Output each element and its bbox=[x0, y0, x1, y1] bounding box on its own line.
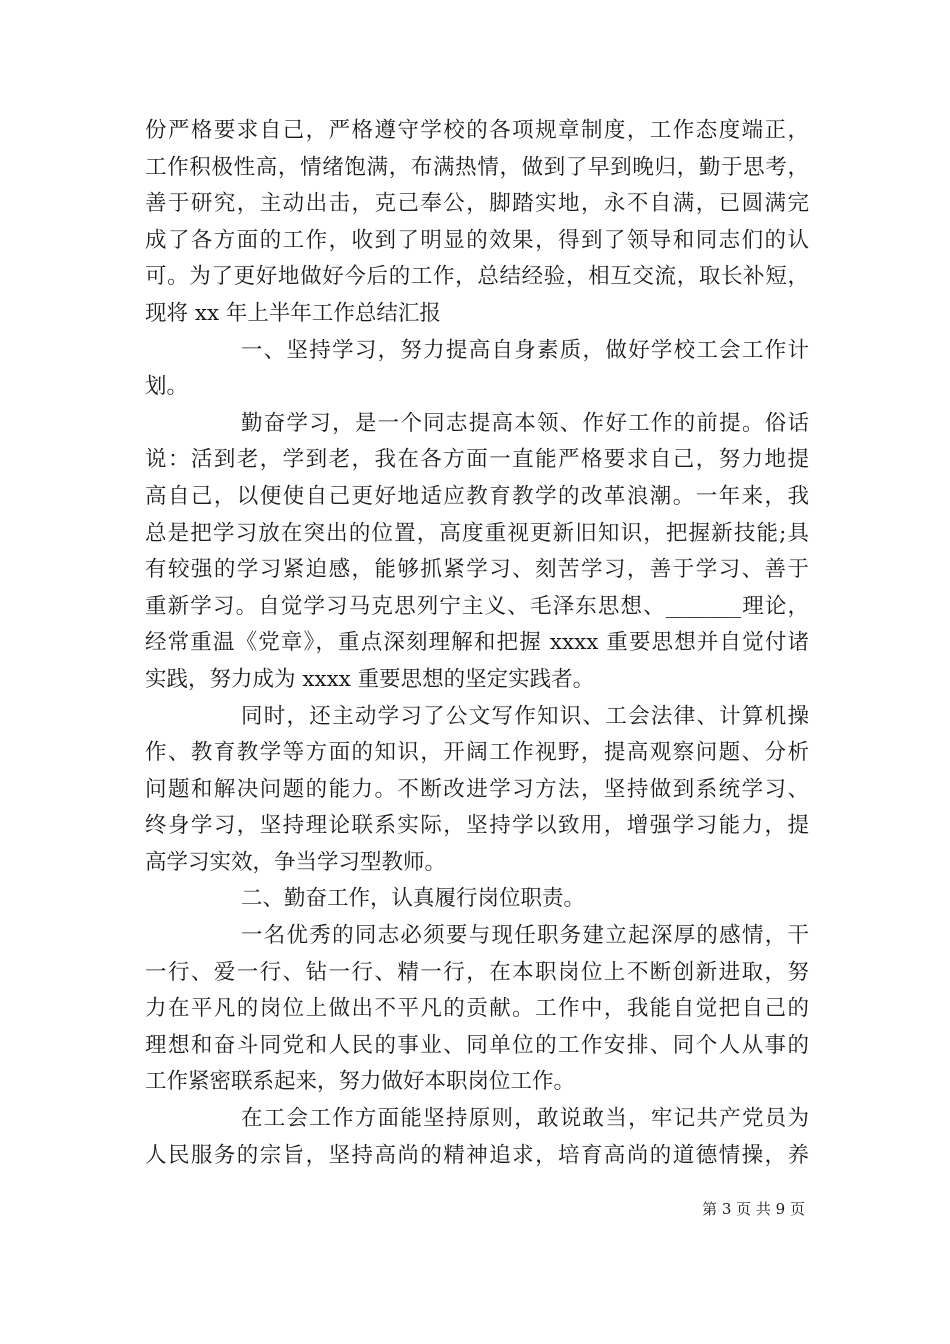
text-line: 份严格要求自己，严格遵守学校的各项规章制度，工作态度端正， bbox=[145, 118, 809, 143]
text-line: 经常重温《党章》，重点深刻理解和把握 xxxx 重要思想并自觉付诸 bbox=[145, 630, 809, 656]
text-line: 有较强的学习紧迫感，能够抓紧学习、刻苦学习，善于学习、善于 bbox=[145, 557, 809, 583]
text-line: 现将 xx 年上半年工作总结汇报 bbox=[145, 300, 441, 326]
text-line: 二、勤奋工作，认真履行岗位职责。 bbox=[241, 886, 586, 912]
text-line: 同时，还主动学习了公文写作知识、工会法律、计算机操 bbox=[241, 703, 809, 729]
text-line: 成了各方面的工作，收到了明显的效果，得到了领导和同志们的认 bbox=[145, 227, 809, 253]
text-line: 力在平凡的岗位上做出不平凡的贡献。工作中，我能自觉把自己的 bbox=[145, 996, 809, 1022]
text-line: 高自己，以便使自己更好地适应教育教学的改革浪潮。一年来，我 bbox=[145, 483, 809, 509]
text-line: 工作紧密联系起来，努力做好本职岗位工作。 bbox=[145, 1069, 576, 1095]
text-line: 终身学习，坚持理论联系实际，坚持学以致用，增强学习能力，提 bbox=[145, 813, 809, 839]
text-line: 划。 bbox=[145, 374, 189, 400]
text-line: 重新学习。自觉学习马克思列宁主义、毛泽东思想、_______理论， bbox=[145, 593, 809, 619]
text-line: 高学习实效，争当学习型教师。 bbox=[145, 849, 447, 875]
text-line: 可。为了更好地做好今后的工作，总结经验，相互交流，取长补短， bbox=[145, 264, 809, 290]
text-line: 勤奋学习，是一个同志提高本领、作好工作的前提。俗话 bbox=[241, 410, 809, 436]
text-line: 一、坚持学习，努力提高自身素质，做好学校工会工作计 bbox=[241, 337, 809, 363]
text-line: 工作积极性高，情绪饱满，布满热情，做到了早到晚归，勤于思考， bbox=[145, 154, 809, 180]
text-line: 总是把学习放在突出的位置，高度重视更新旧知识，把握新技能;具 bbox=[145, 520, 809, 546]
text-line: 一名优秀的同志必须要与现任职务建立起深厚的感情，干 bbox=[241, 923, 809, 949]
text-line: 问题和解决问题的能力。不断改进学习方法，坚持做到系统学习、 bbox=[145, 776, 809, 802]
text-line: 说：活到老，学到老，我在各方面一直能严格要求自己，努力地提 bbox=[145, 447, 809, 473]
text-line: 理想和奋斗同党和人民的事业、同单位的工作安排、同个人从事的 bbox=[145, 1032, 809, 1058]
text-line: 人民服务的宗旨，坚持高尚的精神追求，培育高尚的道德情操，养 bbox=[145, 1142, 809, 1168]
text-line: 善于研究，主动出击，克己奉公，脚踏实地，永不自满，已圆满完 bbox=[145, 191, 809, 217]
text-line: 一行、爱一行、钻一行、精一行，在本职岗位上不断创新进取，努 bbox=[145, 959, 809, 985]
document-body bbox=[145, 113, 809, 1174]
page-number-footer: 第 3 页 共 9 页 bbox=[702, 1200, 805, 1218]
text-line: 作、教育教学等方面的知识，开阔工作视野，提高观察问题、分析 bbox=[145, 740, 809, 766]
text-line: 实践，努力成为 xxxx 重要思想的坚定实践者。 bbox=[145, 666, 595, 692]
text-line: 在工会工作方面能坚持原则，敢说敢当，牢记共产党员为 bbox=[241, 1106, 809, 1132]
